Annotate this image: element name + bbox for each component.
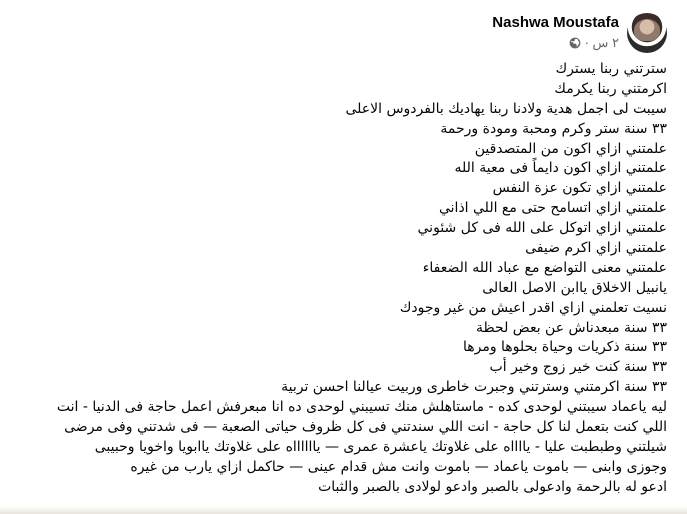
timestamp[interactable]: ٢ س · [584, 35, 619, 50]
post-line: علمتني ازاي اكون دايماً فى معية الله [454, 160, 667, 177]
post-line: علمتني ازاي تكون عزة النفس [492, 180, 667, 197]
post-timeline [569, 34, 619, 52]
post-line: ٣٣ سنة مبعدناش عن بعض لحظة [476, 319, 667, 336]
post-line: سيبت لى اجمل هدية ولادنا ربنا يهاديك بالفردوس الاعلى [345, 100, 667, 117]
post-line: اللي كنت بتعمل لنا كل حاجة - انت اللي سندتني فى كل ظروف حياتى الصعبة — فى شدتني وفى مرضى [64, 419, 667, 436]
post-line: سترتني ربنا يسترك [555, 61, 667, 77]
post-line: وجوزى وابنى — باموت ياعماد — باموت وانت مش قدام عينى — حاكمل ازاي يارب من غيره [130, 458, 667, 475]
post-line: علمتني معنى التواضع مع عباد الله الضعفاء [422, 259, 667, 276]
post-line: ٣٣ سنة ذكريات وحياة بحلوها ومرها [462, 339, 667, 356]
post-line: شيلتني وطبطبت عليا - يااااه على غلاوتك ياعشرة عمرى — يااااااه على غلاوتك ياابويا واخويا وحبيبى [94, 438, 667, 455]
avatar[interactable] [627, 13, 667, 53]
post-line: علمتني ازاي اتسامح حتى مع اللي اذاني [438, 200, 667, 217]
post-header [492, 13, 667, 53]
post-body [21, 60, 667, 498]
globe-icon[interactable] [569, 37, 581, 49]
post-line: ٣٣ سنة ستر وكرم ومحبة ومودة ورحمة [440, 120, 667, 137]
author-name[interactable]: Nashwa Moustafa [492, 14, 619, 31]
post-line: ليه ياعماد سيبتني لوحدى كده - ماستاهلش منك تسيبني لوحدى ده انا مبعرفش اعمل حاجة فى الدنيا - انت [56, 399, 667, 416]
post-meta [492, 14, 619, 52]
post-line: ادعو له بالرحمة وادعولى بالصبر وادعو لولادى بالصبر والثبات [318, 478, 667, 495]
post-line: ٣٣ سنة كنت خير زوج وخير أب [489, 359, 667, 376]
post-line: علمتني ازاي اكون من المتصدقين [474, 140, 667, 157]
post-line: يانبيل الاخلاق ياابن الاصل العالى [482, 279, 667, 296]
post-line: علمتني ازاي اتوكل على الله فى كل شئوني [417, 220, 667, 237]
attached-image-edge [0, 506, 687, 514]
post-line: نسيت تعلمني ازاي اقدر اعيش من غير وجودك [399, 299, 667, 316]
post-line: اكرمتني ربنا يكرمك [554, 80, 667, 97]
post-line: ٣٣ سنة اكرمتني وسترتني وجبرت خاطرى وربيت عيالنا احسن تربية [281, 379, 667, 396]
post-line: علمتني ازاي اكرم ضيفى [525, 240, 667, 257]
